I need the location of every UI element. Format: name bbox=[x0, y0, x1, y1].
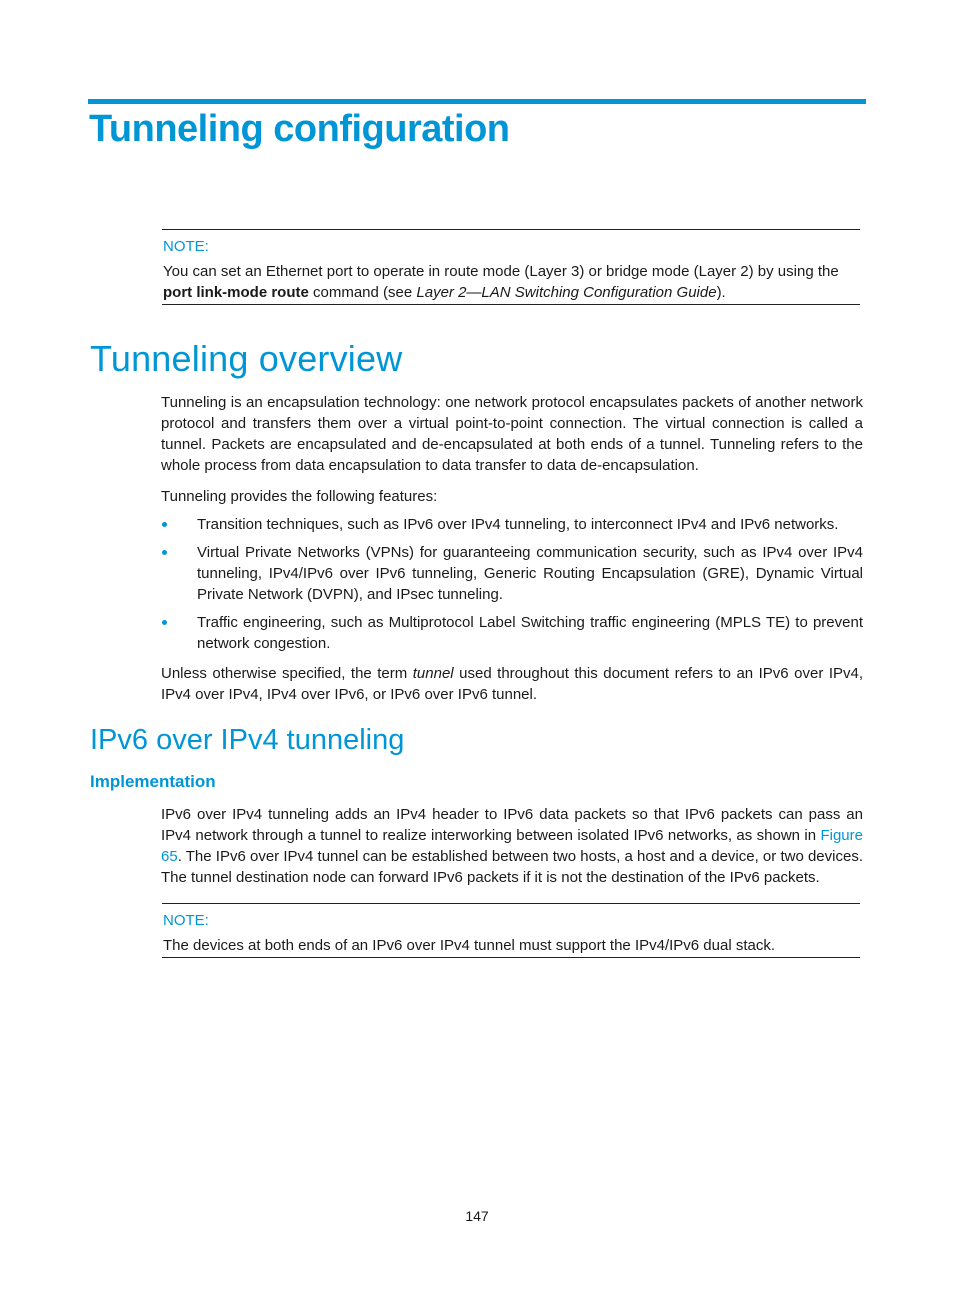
heading-ipv6-over-ipv4-tunneling: IPv6 over IPv4 tunneling bbox=[90, 724, 405, 756]
list-item bbox=[161, 514, 863, 535]
bullet-icon bbox=[162, 550, 167, 555]
note-text bbox=[163, 261, 860, 303]
list-item bbox=[161, 542, 863, 605]
note-label: NOTE: bbox=[163, 238, 209, 255]
tunnel-term-paragraph bbox=[161, 663, 863, 705]
bullet-icon bbox=[162, 522, 167, 527]
paragraph-text-part: IPv6 over IPv4 tunneling adds an IPv4 header to IPv6 data packets so that IPv6 packets can pass an IPv4 network through a tunnel to realize interworking between isolated IPv6 networks, as shown in bbox=[161, 806, 863, 844]
list-item-text: Virtual Private Networks (VPNs) for guaranteeing communication security, such as IPv4 over IPv4 tunneling, IPv4/IPv6 over IPv6 tunneling, Generic Routing Encapsulation (GRE), Dynamic Virtual Private Network (DVPN), and IPsec tunneling. bbox=[197, 544, 863, 603]
chapter-top-rule bbox=[88, 99, 866, 104]
note-label: NOTE: bbox=[163, 912, 209, 929]
heading-tunneling-overview: Tunneling overview bbox=[90, 338, 403, 379]
note-text-part: command (see bbox=[308, 284, 417, 301]
page-number: 147 bbox=[465, 1208, 489, 1224]
chapter-title: Tunneling configuration bbox=[89, 108, 510, 150]
note-text: The devices at both ends of an IPv6 over IPv4 tunnel must support the IPv4/IPv6 dual stack. bbox=[163, 937, 776, 954]
guide-reference: Layer 2—LAN Switching Configuration Guide bbox=[416, 284, 717, 301]
heading-implementation: Implementation bbox=[90, 772, 216, 791]
features-list bbox=[161, 514, 863, 661]
term-tunnel: tunnel bbox=[412, 665, 454, 682]
bullet-icon bbox=[162, 620, 167, 625]
features-intro: Tunneling provides the following features: bbox=[161, 488, 438, 505]
figure-65-link[interactable]: Figure 65 bbox=[161, 827, 863, 865]
implementation-paragraph bbox=[161, 804, 863, 888]
paragraph-text-part: Unless otherwise specified, the term bbox=[161, 665, 413, 682]
note-box-dual-stack bbox=[162, 903, 860, 958]
note-text-part: You can set an Ethernet port to operate in route mode (Layer 3) or bridge mode (Layer 2) by using the bbox=[163, 263, 839, 280]
command-port-link-mode-route: port link-mode route bbox=[163, 284, 309, 301]
list-item bbox=[161, 612, 863, 654]
note-text-part: ). bbox=[716, 284, 726, 301]
list-item-text: Traffic engineering, such as Multiprotocol Label Switching traffic engineering (MPLS TE) to prevent network congestion. bbox=[197, 614, 863, 652]
overview-paragraph: Tunneling is an encapsulation technology: one network protocol encapsulates packets of another network protocol and transfers them over a virtual point-to-point connection. The virtual connection is called a tunnel. Packets are encapsulated and de-encapsulated at both ends of a tunnel. Tunneling refers to the whole process from data encapsulation to data transfer to data de-encapsulation. bbox=[161, 394, 863, 474]
list-item-text: Transition techniques, such as IPv6 over IPv4 tunneling, to interconnect IPv4 and IPv6 networks. bbox=[197, 516, 839, 533]
paragraph-text-part: used throughout this document refers to an IPv6 over IPv4, IPv4 over IPv4, IPv4 over IPv6, or IPv6 over IPv6 tunnel. bbox=[161, 665, 863, 703]
paragraph-text-part: . The IPv6 over IPv4 tunnel can be established between two hosts, a host and a device, or two devices. The tunnel destination node can forward IPv6 packets if it is not the destination of the IPv6 packets. bbox=[161, 848, 863, 886]
note-box-port-mode bbox=[162, 229, 860, 305]
